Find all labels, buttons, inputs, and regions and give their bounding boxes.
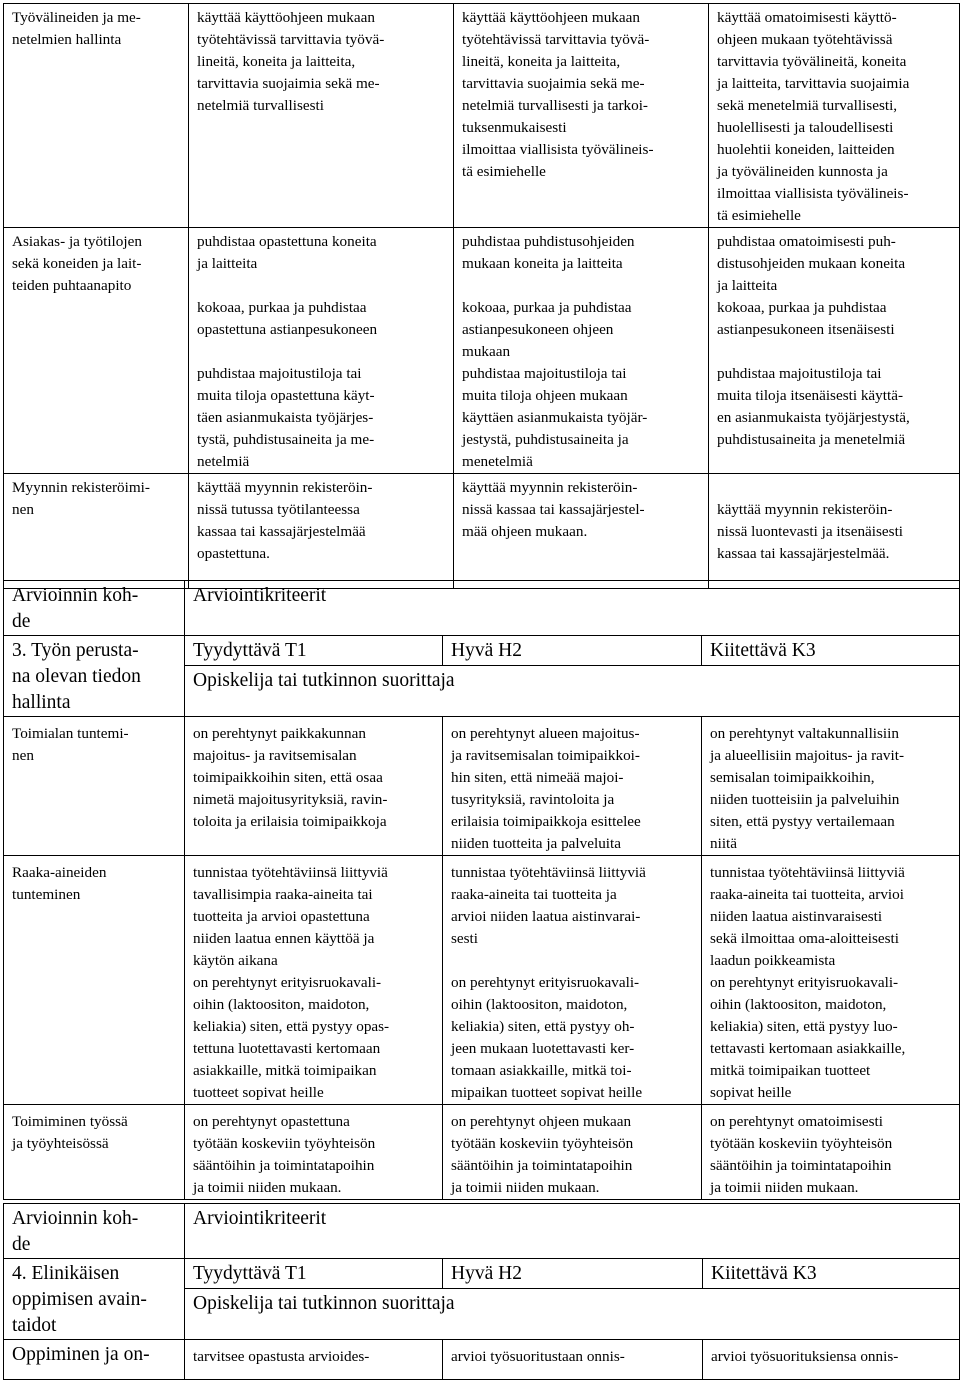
t1-cell xyxy=(189,474,454,589)
grade-t1: Tyydyttävä T1 xyxy=(185,1259,443,1289)
k3-cell: on perehtynyt valtakunnallisiin ja alueellisiin majoitus- ja ravit- semisalan toimipaikkoihin, niiden tuotteisiin ja palveluihin siten, että pystyy vertailemaan niitä xyxy=(702,717,960,856)
target-cell: Toimialan tuntemi- nen xyxy=(4,717,185,856)
section-title: 4. Elinikäisen oppimisen avain- taidot xyxy=(4,1259,185,1340)
target-label: Asiakas- ja työtilojen sekä koneiden ja lait- teiden puhtaanapito xyxy=(12,233,142,294)
section2-table xyxy=(3,3,960,589)
criterion-text: käyttää myynnin rekisteröin- nissä luontevasti ja itsenäisesti kassaa tai kassajärjestelmää. xyxy=(717,501,904,562)
criteria-header: Arviointikriteerit xyxy=(185,581,960,636)
grade-k3: Kiitettävä K3 xyxy=(703,1259,960,1289)
h2-cell xyxy=(454,474,709,589)
criterion-text: puhdistaa majoitustiloja tai muita tiloja itsenäisesti käyttä- en asianmukaista työjärjestystä, puhdistusaineita ja menetelmiä xyxy=(717,365,910,448)
table-row xyxy=(4,856,960,1105)
t1-cell: tunnistaa työtehtäviinsä liittyviä tavallisimpia raaka-aineita tai tuotteita ja arvioi opastettuna niiden laatua ennen käyttöä ja käytön aikana on perehtynyt erityisruokavali- oihin (laktoositon, maidoton, keliakia) siten, että pystyy opas- tettuna luotettavasti kertomaan asiakkaille, mitkä toimipaikan tuotteet sopivat heille xyxy=(185,856,443,1105)
header-row xyxy=(4,581,960,636)
section4-table xyxy=(3,1203,960,1380)
subject-label: Opiskelija tai tutkinnon suorittaja xyxy=(185,666,960,717)
h2-cell xyxy=(454,228,709,474)
grade-row xyxy=(4,1259,960,1289)
k3-cell: arvioi työsuorituksiensa onnis- xyxy=(703,1340,960,1380)
table-row xyxy=(4,717,960,856)
criterion-text: ilmoittaa viallisista työvälineis- tä esimiehelle xyxy=(462,141,654,180)
t1-cell: on perehtynyt paikkakunnan majoitus- ja ravitsemisalan toimipaikkoihin siten, että osaa nimetä majoitusyrityksiä, ravin- toloita ja erilaisia toimipaikkoja xyxy=(185,717,443,856)
k3-cell xyxy=(709,4,960,228)
k3-cell: on perehtynyt omatoimisesti työtään koskeviin työyhteisön sääntöihin ja toimintatapoihin ja toimii niiden mukaan. xyxy=(702,1105,960,1200)
target-label: Työvälineiden ja me- netelmien hallinta xyxy=(12,9,141,48)
table-row xyxy=(4,1340,960,1380)
criterion-text: puhdistaa puhdistusohjeiden mukaan koneita ja laitteita xyxy=(462,233,635,272)
target-cell: Toimiminen työssä ja työyhteisössä xyxy=(4,1105,185,1200)
k3-cell: tunnistaa työtehtäviinsä liittyviä raaka-aineita tai tuotteita, arvioi niiden laatua aistinvaraisesti sekä ilmoittaa oma-aloitteisesti laadun poikkeamista on perehtynyt erityisruokavali- oihin (laktoositon, maidoton, keliakia) siten, että pystyy luo- tettavasti kertomaan asiakkaille, mitkä toimipaikan tuotteet sopivat heille xyxy=(702,856,960,1105)
criteria-header: Arviointikriteerit xyxy=(185,1204,960,1259)
grade-t1: Tyydyttävä T1 xyxy=(185,636,443,666)
grade-h2: Hyvä H2 xyxy=(443,1259,703,1289)
criterion-text: käyttää käyttöohjeen mukaan työtehtävissä tarvittavia työvä- lineitä, koneita ja laitteita, tarvittavia suojaimia sekä me- netelmiä turvallisesti ja tarkoi- tuksenmukaisesti xyxy=(462,9,650,136)
table-row xyxy=(4,4,960,228)
target-cell: Raaka-aineiden tunteminen xyxy=(4,856,185,1105)
k3-cell xyxy=(709,228,960,474)
section3-table xyxy=(3,580,960,1200)
header-row xyxy=(4,1204,960,1259)
table-row xyxy=(4,474,960,589)
criterion-text: puhdistaa majoitustiloja tai muita tiloja opastettuna käyt- täen asianmukaista työjärjes- tystä, puhdistusaineita ja me- netelmiä xyxy=(197,365,375,470)
grade-h2: Hyvä H2 xyxy=(443,636,702,666)
table-row xyxy=(4,1105,960,1200)
target-label: Myynnin rekisteröimi- nen xyxy=(12,479,150,518)
subject-label: Opiskelija tai tutkinnon suorittaja xyxy=(185,1289,960,1340)
criterion-text: käyttää käyttöohjeen mukaan työtehtävissä tarvittavia työvä- lineitä, koneita ja laitteita, tarvittavia suojaimia sekä me- netelmiä turvallisesti xyxy=(197,9,385,114)
table-row xyxy=(4,228,960,474)
target-cell xyxy=(4,474,189,589)
target-cell xyxy=(4,228,189,474)
h2-cell xyxy=(454,4,709,228)
criterion-text: huolehtii koneiden, laitteiden ja työvälineiden kunnosta ja ilmoittaa viallisista työvälineis- tä esimiehelle xyxy=(717,141,909,224)
t1-cell xyxy=(189,4,454,228)
target-cell: Oppiminen ja on- xyxy=(4,1340,185,1380)
target-header: Arvioinnin koh- de xyxy=(4,1204,185,1259)
t1-cell xyxy=(189,228,454,474)
criterion-text: käyttää myynnin rekisteröin- nissä kassaa tai kassajärjestel- mää ohjeen mukaan. xyxy=(462,479,645,540)
section-title: 3. Työn perusta- na olevan tiedon hallinta xyxy=(4,636,185,717)
criterion-text: käyttää omatoimisesti käyttö- ohjeen mukaan työtehtävissä tarvittavia työvälineitä, koneita ja laitteita, tarvittavia suojaimia sekä menetelmiä turvallisesti, huolellisesti ja taloudellisesti xyxy=(717,9,910,136)
h2-cell: on perehtynyt alueen majoitus- ja ravitsemisalan toimipaikkoi- hin siten, että nimeää majoi- tusyrityksiä, ravintoloita ja erilaisia toimipaikkoja esittelee niiden tuotteita ja palveluita xyxy=(443,717,702,856)
criterion-text: puhdistaa majoitustiloja tai muita tiloja ohjeen mukaan käyttäen asianmukaista työjär- jestystä, puhdistusaineita ja menetelmiä xyxy=(462,365,648,470)
criterion-text: kokoaa, purkaa ja puhdistaa opastettuna astianpesukoneen xyxy=(197,299,378,338)
t1-cell: tarvitsee opastusta arvioides- xyxy=(185,1340,443,1380)
grade-row xyxy=(4,636,960,666)
t1-cell: on perehtynyt opastettuna työtään koskeviin työyhteisön sääntöihin ja toimintatapoihin ja toimii niiden mukaan. xyxy=(185,1105,443,1200)
h2-cell: tunnistaa työtehtäviinsä liittyviä raaka-aineita tai tuotteita ja arvioi niiden laatua aistinvarai- sesti on perehtynyt erityisruokavali- oihin (laktoositon, maidoton, keliakia) siten, että pystyy oh- jeen mukaan luotettavasti ker- tomaan asiakkaille, mitkä toi- mipaikan tuotteet sopivat heille xyxy=(443,856,702,1105)
criterion-text: kokoaa, purkaa ja puhdistaa astianpesukoneen itsenäisesti xyxy=(717,299,895,338)
criterion-text: puhdistaa omatoimisesti puh- distusohjeiden mukaan koneita ja laitteita xyxy=(717,233,906,294)
target-header: Arvioinnin koh- de xyxy=(4,581,185,636)
criterion-text: puhdistaa opastettuna koneita ja laitteita xyxy=(197,233,377,272)
k3-cell xyxy=(709,474,960,589)
h2-cell: arvioi työsuoritustaan onnis- xyxy=(443,1340,703,1380)
grade-k3: Kiitettävä K3 xyxy=(702,636,960,666)
target-cell xyxy=(4,4,189,228)
h2-cell: on perehtynyt ohjeen mukaan työtään koskeviin työyhteisön sääntöihin ja toimintatapoihin ja toimii niiden mukaan. xyxy=(443,1105,702,1200)
criterion-text: käyttää myynnin rekisteröin- nissä tutussa työtilanteessa kassaa tai kassajärjestelmää opastettuna. xyxy=(197,479,373,562)
criterion-text: kokoaa, purkaa ja puhdistaa astianpesukoneen ohjeen mukaan xyxy=(462,299,632,360)
